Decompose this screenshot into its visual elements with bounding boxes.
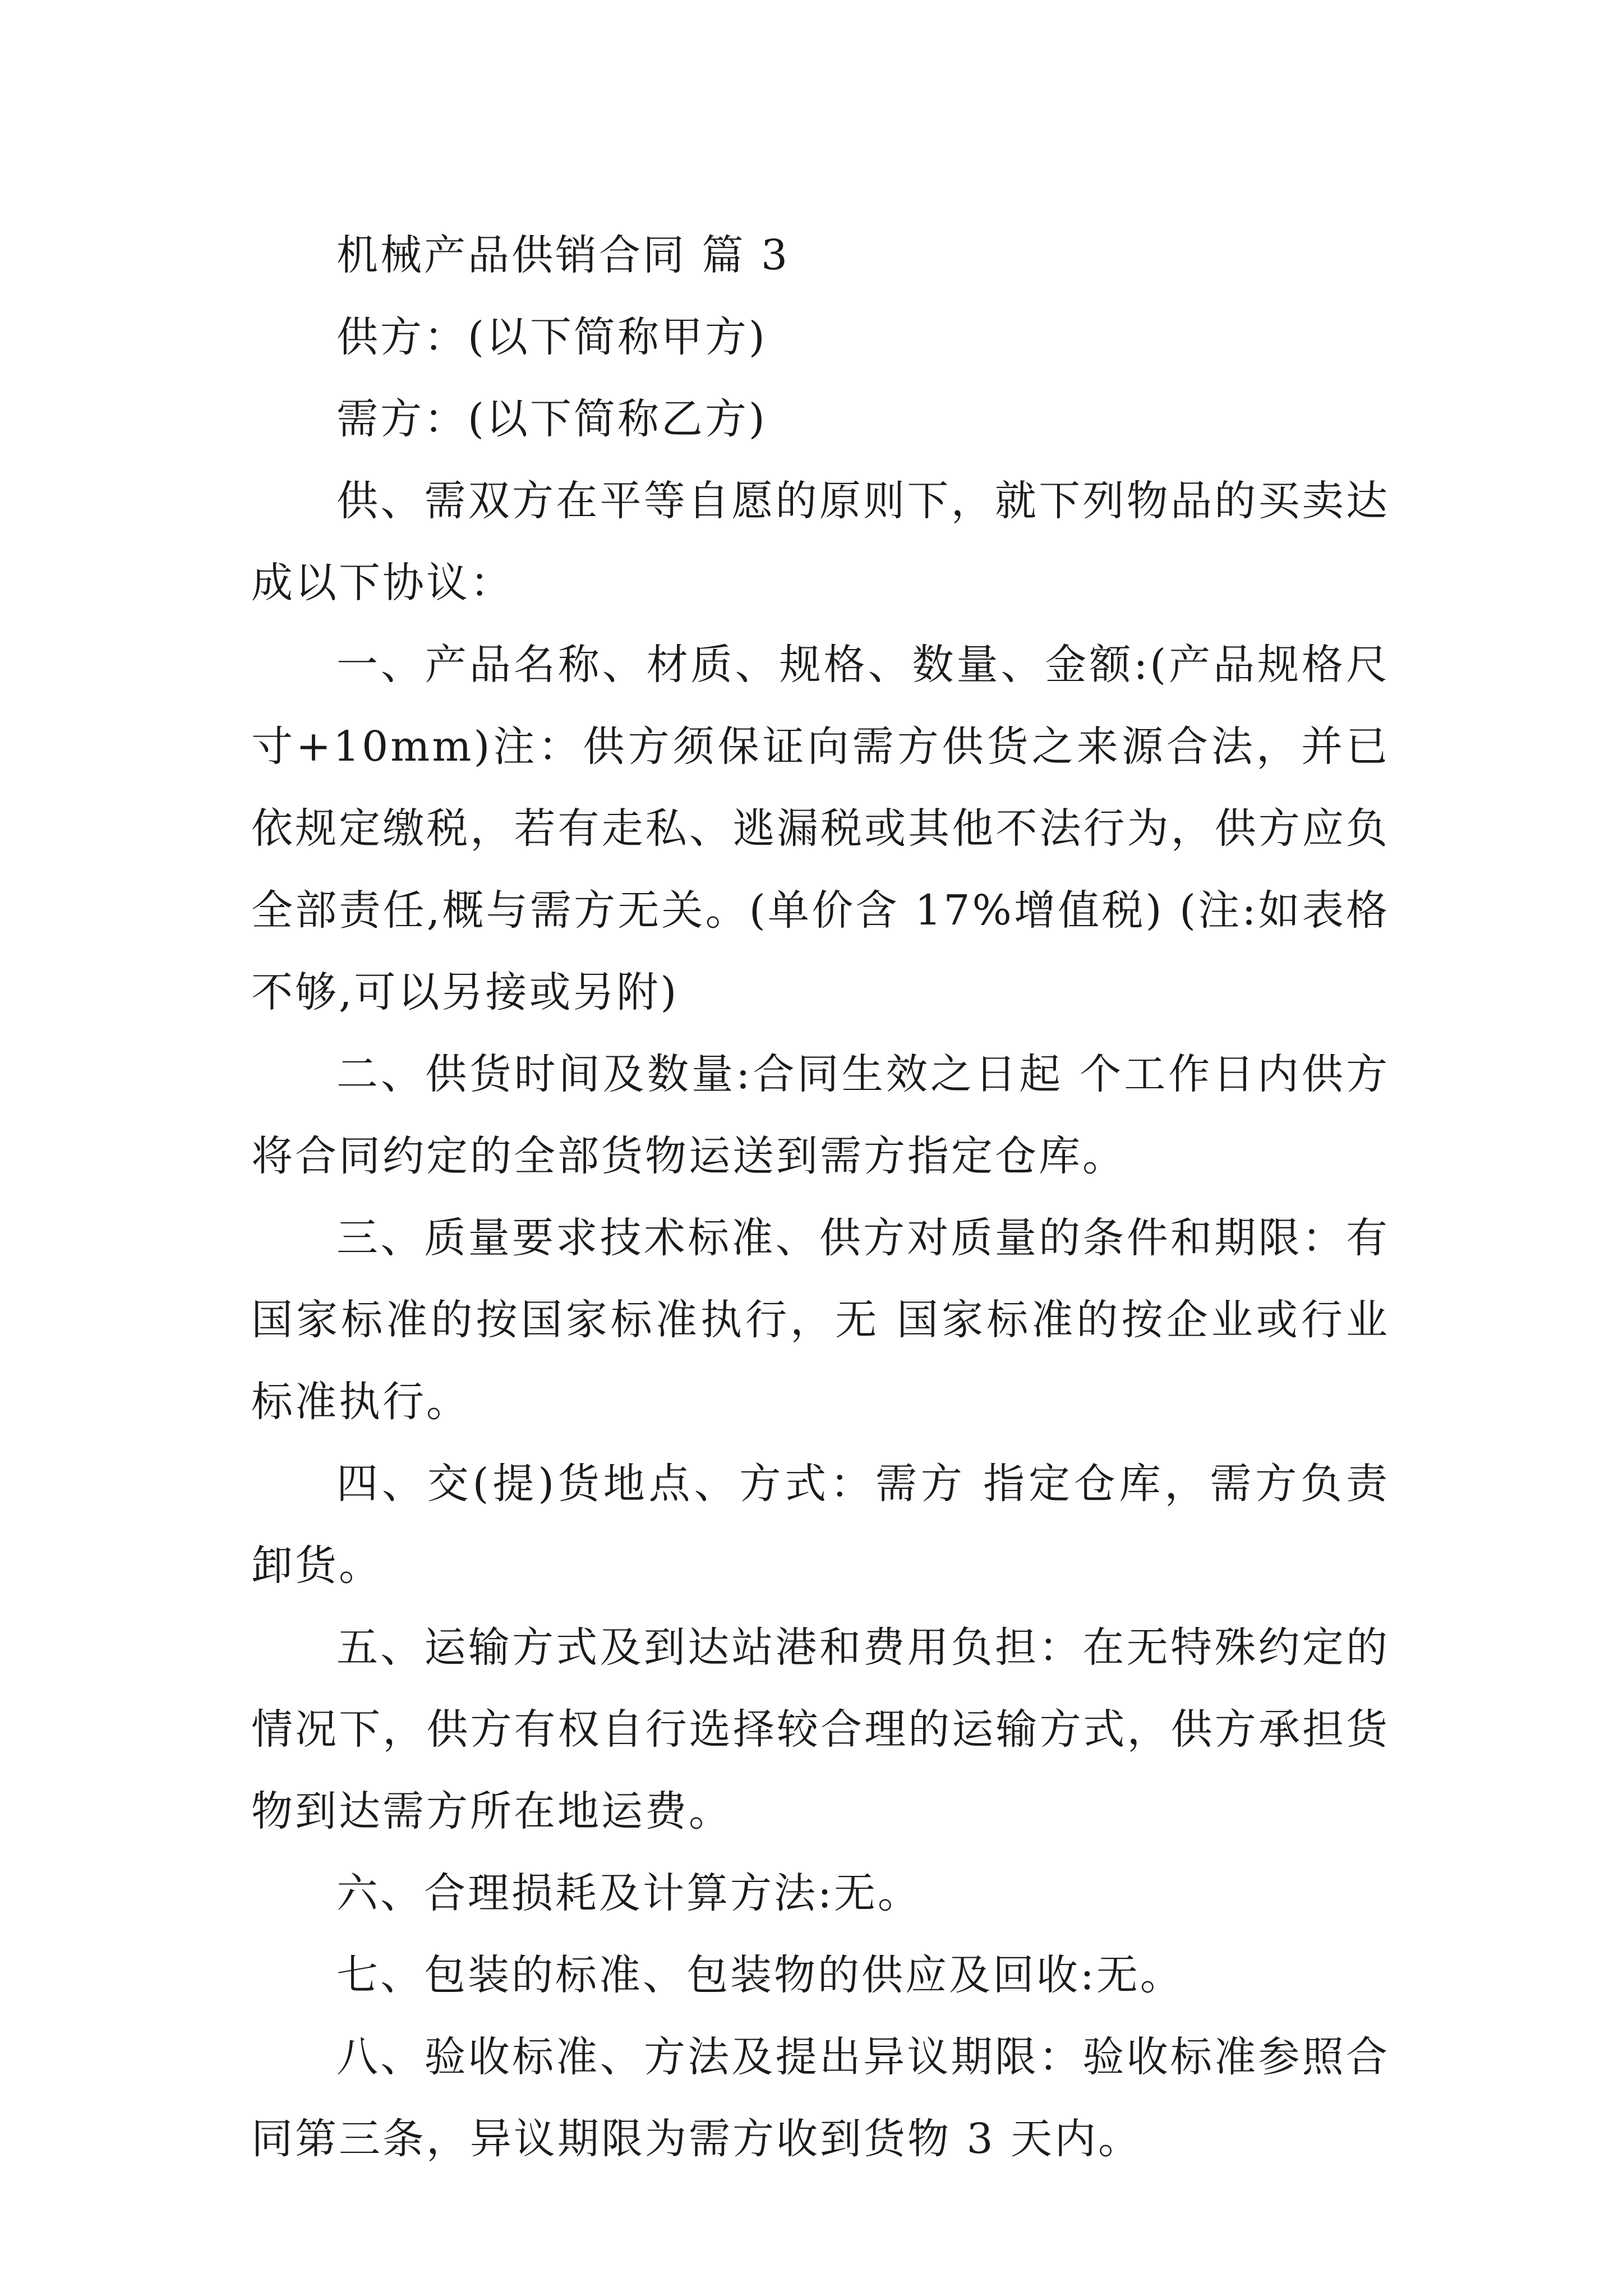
intro-paragraph: 供、需双方在平等自愿的原则下，就下列物品的买卖达成以下协议：	[251, 477, 1390, 607]
contract-page	[251, 214, 1390, 2180]
clause-7-paragraph: 七、包装的标准、包装物的供应及回收:无。	[336, 1951, 1184, 1999]
clause-8-paragraph: 八、验收标准、方法及提出异议期限：验收标准参照合同第三条，异议期限为需方收到货物 3 天内。	[251, 2033, 1390, 2163]
clause-6-paragraph: 六、合理损耗及计算方法:无。	[336, 1869, 921, 1917]
clause-1-paragraph: 一、产品名称、材质、规格、数量、金额:(产品规格尺寸+10mm)注：供方须保证向需方供货之来源合法，并已依规定缴税，若有走私、逃漏税或其他不法行为，供方应负全部责任,概与需方无关。(单价含 17%增值税) (注:如表格不够,可以另接或另附)	[251, 641, 1390, 1016]
document-title: 机械产品供销合同 篇 3	[336, 231, 790, 279]
supplier-line: 供方：(以下简称甲方)	[336, 313, 767, 361]
clause-3-paragraph: 三、质量要求技术标准、供方对质量的条件和期限：有国家标准的按国家标准执行，无 国家标准的按企业或行业标准执行。	[251, 1214, 1390, 1426]
clause-2-paragraph: 二、供货时间及数量:合同生效之日起 个工作日内供方将合同约定的全部货物运送到需方指定仓库。	[251, 1050, 1390, 1180]
buyer-line: 需方：(以下简称乙方)	[336, 395, 767, 443]
clause-4-paragraph: 四、交(提)货地点、方式：需方 指定仓库，需方负责卸货。	[251, 1460, 1390, 1590]
clause-5-paragraph: 五、运输方式及到达站港和费用负担：在无特殊约定的情况下，供方有权自行选择较合理的运输方式，供方承担货物到达需方所在地运费。	[251, 1623, 1390, 1835]
